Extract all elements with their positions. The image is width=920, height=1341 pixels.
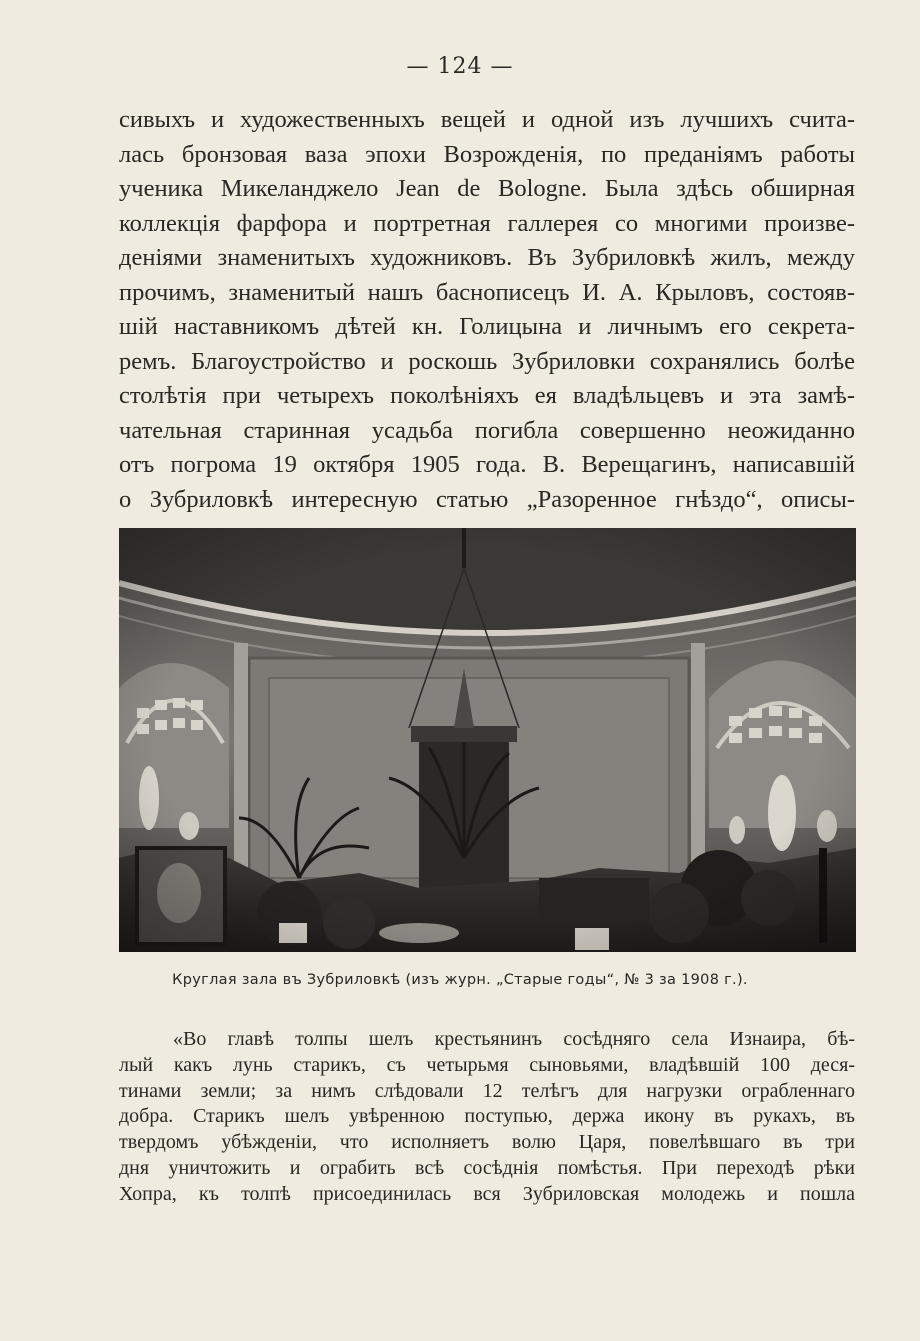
text-line: чательная старинная усадьба погибла совершенно неожиданно [119, 416, 855, 444]
text-line: ремъ. Благоустройство и роскошь Зубриловки сохранялись болѣе [119, 347, 855, 375]
text-line: коллекція фарфора и портретная галлерея со многими произве- [119, 209, 855, 237]
photo-round-hall [119, 528, 856, 952]
text-line: твердомъ убѣжденіи, что исполняетъ волю Царя, повелѣвшаго въ три [119, 1131, 855, 1154]
text-line: тинами земли; за нимъ слѣдовали 12 телѣгъ для нагрузки ограбленнаго [119, 1079, 855, 1102]
text-line: дня уничтожить и ограбить всѣ сосѣднія помѣстья. При переходѣ рѣки [119, 1156, 855, 1179]
text-line: ученика Микеланджело Jean de Bologne. Была здѣсь обширная [119, 175, 855, 202]
text-line: прочимъ, знаменитый нашъ баснописецъ И. А. Крыловъ, состояв- [119, 278, 855, 306]
quote-paragraph [119, 1027, 855, 1208]
text-line: отъ погрома 19 октября 1905 года. В. Верещагинъ, написавшій [119, 451, 855, 478]
text-line: добра. Старикъ шелъ увѣренною поступью, держа икону въ рукахъ, въ [119, 1105, 855, 1128]
figure-caption: Круглая зала въ Зубриловкѣ (изъ журн. „Старые годы“, № 3 за 1908 г.). [172, 972, 748, 988]
text-line: столѣтія при четырехъ поколѣніяхъ ея владѣльцевъ и эта замѣ- [119, 382, 855, 409]
text-line: шій наставникомъ дѣтей кн. Голицына и личнымъ его секрета- [119, 313, 855, 340]
text-line: сивыхъ и художественныхъ вещей и одной изъ лучшихъ счита- [119, 106, 855, 133]
text-line: деніями знаменитыхъ художниковъ. Въ Зубриловкѣ жилъ, между [119, 244, 855, 271]
text-line: лась бронзовая ваза эпохи Возрожденія, по преданіямъ работы [119, 140, 855, 168]
text-line: «Во главѣ толпы шелъ крестьянинъ сосѣдняго села Изнаира, бѣ- [173, 1028, 855, 1050]
body-paragraph [119, 103, 855, 552]
text-line: лый какъ лунь старикъ, съ четырьмя сыновьями, владѣвшій 100 деся- [119, 1053, 855, 1076]
text-line: о Зубриловкѣ интересную статью „Разоренное гнѣздо“, описы- [119, 485, 855, 513]
text-line: Хопра, къ толпѣ присоединилась вся Зубриловская молодежь и пошла [119, 1182, 855, 1205]
page-number: — 124 — [406, 54, 514, 79]
